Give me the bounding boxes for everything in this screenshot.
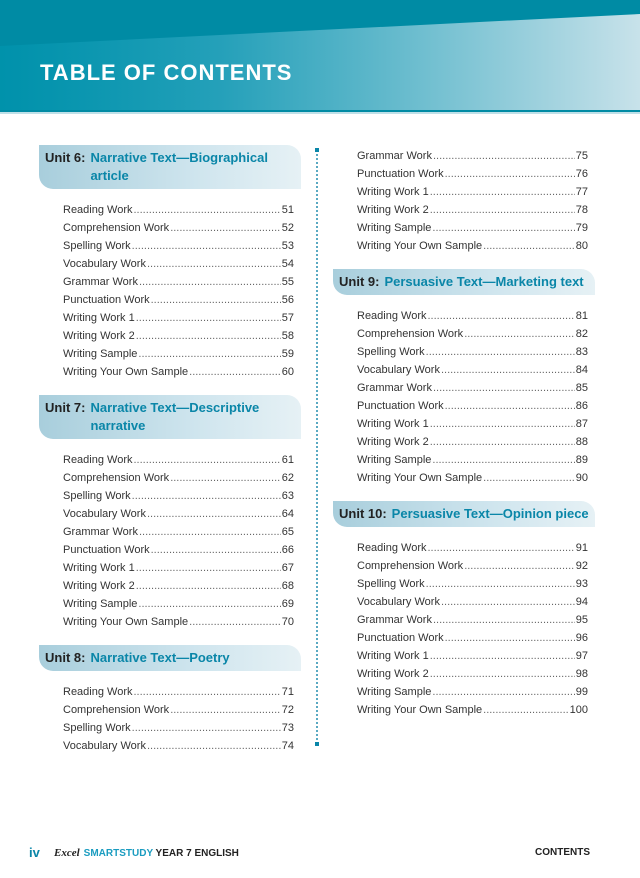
unit-heading <box>333 501 595 527</box>
leader-dots <box>433 611 575 629</box>
toc-entry-title: Writing Work 2 <box>63 580 135 592</box>
toc-entry[interactable] <box>63 451 294 469</box>
unit-heading-row <box>45 149 295 185</box>
toc-entry-page: 54 <box>281 258 294 270</box>
toc-entry[interactable] <box>63 613 294 631</box>
toc-entry[interactable] <box>357 575 588 593</box>
toc-entry-page: 53 <box>281 240 294 252</box>
toc-entry-title: Grammar Work <box>357 150 432 162</box>
toc-entry-page: 83 <box>575 346 588 358</box>
toc-entry-page: 55 <box>281 276 294 288</box>
leader-dots <box>464 557 575 575</box>
leader-dots <box>430 647 575 665</box>
leader-dots <box>428 307 575 325</box>
leader-dots <box>483 469 575 487</box>
leader-dots <box>132 487 281 505</box>
unit-number: Unit 7: <box>45 400 86 415</box>
leader-dots <box>464 325 575 343</box>
toc-entry[interactable] <box>357 343 588 361</box>
brand-smartstudy: SMARTSTUDY <box>83 848 153 859</box>
toc-entry-page: 87 <box>575 418 588 430</box>
leader-dots <box>428 539 575 557</box>
toc-entry-page: 92 <box>575 560 588 572</box>
toc-entry[interactable] <box>63 719 294 737</box>
toc-entry-title: Vocabulary Work <box>63 508 146 520</box>
leader-dots <box>136 559 281 577</box>
toc-entry[interactable] <box>357 165 588 183</box>
toc-entry[interactable] <box>357 665 588 683</box>
toc-entry[interactable] <box>63 255 294 273</box>
toc-entry[interactable] <box>357 183 588 201</box>
toc-entry-title: Writing Work 1 <box>357 650 429 662</box>
toc-entry-page: 76 <box>575 168 588 180</box>
toc-entry[interactable] <box>357 433 588 451</box>
unit-heading-row <box>339 505 589 523</box>
banner-sweep <box>0 0 640 114</box>
leader-dots <box>432 451 574 469</box>
book-brand <box>54 847 239 859</box>
leader-dots <box>430 183 575 201</box>
toc-entry-title: Writing Sample <box>357 222 432 234</box>
toc-entry-title: Writing Work 1 <box>357 418 429 430</box>
toc-entry-title: Writing Your Own Sample <box>357 472 483 484</box>
leader-dots <box>445 629 575 647</box>
toc-entry[interactable] <box>357 469 588 487</box>
divider-cap-top <box>315 148 319 152</box>
unit-number: Unit 6: <box>45 150 86 165</box>
toc-entry-title: Writing Work 1 <box>63 562 135 574</box>
toc-entry[interactable] <box>63 327 294 345</box>
leader-dots <box>483 701 569 719</box>
toc-entry[interactable] <box>63 291 294 309</box>
right-column <box>333 147 595 733</box>
leader-dots <box>430 415 575 433</box>
toc-entry-title: Writing Work 2 <box>63 330 135 342</box>
toc-entry[interactable] <box>357 611 588 629</box>
toc-list <box>63 201 294 381</box>
column-divider <box>316 150 318 744</box>
leader-dots <box>170 469 281 487</box>
toc-entry-page: 57 <box>281 312 294 324</box>
toc-entry-page: 61 <box>281 454 294 466</box>
toc-entry-page: 66 <box>281 544 294 556</box>
toc-entry-page: 56 <box>281 294 294 306</box>
toc-entry-page: 78 <box>575 204 588 216</box>
toc-list <box>357 539 588 719</box>
leader-dots <box>426 343 575 361</box>
toc-entry-page: 68 <box>281 580 294 592</box>
header-banner <box>0 0 640 114</box>
toc-entry[interactable] <box>63 701 294 719</box>
toc-entry-page: 71 <box>281 686 294 698</box>
toc-entry-title: Spelling Work <box>357 346 425 358</box>
toc-entry-page: 96 <box>575 632 588 644</box>
toc-entry[interactable] <box>357 539 588 557</box>
toc-entry-title: Punctuation Work <box>357 632 444 644</box>
toc-entry[interactable] <box>63 219 294 237</box>
leader-dots <box>441 361 575 379</box>
toc-entry-title: Writing Sample <box>63 598 138 610</box>
toc-entry[interactable] <box>357 201 588 219</box>
toc-entry-title: Spelling Work <box>63 490 131 502</box>
toc-entry[interactable] <box>63 273 294 291</box>
toc-entry-page: 94 <box>575 596 588 608</box>
toc-entry-title: Writing Sample <box>63 348 138 360</box>
toc-entry-title: Writing Work 1 <box>63 312 135 324</box>
leader-dots <box>147 737 281 755</box>
toc-entry-page: 89 <box>575 454 588 466</box>
toc-entry-title: Vocabulary Work <box>357 596 440 608</box>
toc-entry[interactable] <box>357 397 588 415</box>
unit-heading-row <box>45 399 295 435</box>
unit-heading <box>39 645 301 671</box>
footer-section: CONTENTS <box>535 847 590 858</box>
toc-entry-page: 70 <box>281 616 294 628</box>
toc-entry-page: 72 <box>281 704 294 716</box>
toc-entry-page: 85 <box>575 382 588 394</box>
leader-dots <box>138 345 280 363</box>
leader-dots <box>189 363 281 381</box>
toc-entry-page: 64 <box>281 508 294 520</box>
toc-entry-title: Comprehension Work <box>63 704 170 716</box>
toc-entry-title: Punctuation Work <box>357 400 444 412</box>
toc-entry-title: Writing Sample <box>357 686 432 698</box>
toc-entry[interactable] <box>357 593 588 611</box>
leader-dots <box>433 147 575 165</box>
divider-cap-bottom <box>315 742 319 746</box>
toc-entry-page: 62 <box>281 472 294 484</box>
toc-entry-page: 74 <box>281 740 294 752</box>
toc-entry-page: 51 <box>281 204 294 216</box>
toc-entry-page: 59 <box>281 348 294 360</box>
toc-entry[interactable] <box>63 505 294 523</box>
toc-entry-page: 75 <box>575 150 588 162</box>
toc-entry-title: Comprehension Work <box>357 560 464 572</box>
toc-entry-page: 95 <box>575 614 588 626</box>
toc-entry[interactable] <box>63 559 294 577</box>
unit-heading-row <box>45 649 295 667</box>
toc-entry-page: 97 <box>575 650 588 662</box>
toc-entry-title: Grammar Work <box>63 526 138 538</box>
leader-dots <box>132 237 281 255</box>
toc-list <box>357 307 588 487</box>
toc-entry[interactable] <box>63 541 294 559</box>
leader-dots <box>132 719 281 737</box>
toc-entry-page: 73 <box>281 722 294 734</box>
unit-title: Persuasive Text—Opinion piece <box>391 506 589 521</box>
toc-entry-title: Writing Your Own Sample <box>63 366 189 378</box>
toc-entry[interactable] <box>357 683 588 701</box>
leader-dots <box>483 237 575 255</box>
leader-dots <box>139 523 281 541</box>
toc-entry-title: Writing Work 1 <box>357 186 429 198</box>
toc-entry-page: 81 <box>575 310 588 322</box>
page-title: TABLE OF CONTENTS <box>40 60 293 85</box>
toc-entry-page: 82 <box>575 328 588 340</box>
toc-entry-title: Writing Your Own Sample <box>357 704 483 716</box>
toc-entry-page: 52 <box>281 222 294 234</box>
unit-title: Narrative Text—Descriptive narrative <box>90 400 260 433</box>
toc-entry-title: Writing Work 2 <box>357 436 429 448</box>
toc-entry-title: Punctuation Work <box>357 168 444 180</box>
toc-entry[interactable] <box>63 237 294 255</box>
leader-dots <box>151 291 281 309</box>
toc-entry-title: Vocabulary Work <box>357 364 440 376</box>
brand-excel: Excel <box>54 847 80 859</box>
leader-dots <box>432 683 574 701</box>
toc-entry-title: Writing Work 2 <box>357 668 429 680</box>
toc-entry-page: 100 <box>569 704 588 716</box>
leader-dots <box>134 451 281 469</box>
toc-entry-page: 99 <box>575 686 588 698</box>
toc-entry[interactable] <box>357 451 588 469</box>
toc-entry-title: Reading Work <box>63 454 133 466</box>
left-column <box>39 145 301 769</box>
toc-entry-page: 88 <box>575 436 588 448</box>
toc-entry[interactable] <box>357 237 588 255</box>
toc-list <box>63 451 294 631</box>
unit-section <box>333 501 595 719</box>
unit-heading <box>39 395 301 439</box>
toc-entry[interactable] <box>357 647 588 665</box>
toc-entry-page: 84 <box>575 364 588 376</box>
unit-number: Unit 10: <box>339 506 387 521</box>
toc-entry-page: 77 <box>575 186 588 198</box>
toc-entry[interactable] <box>63 683 294 701</box>
toc-entry[interactable] <box>63 577 294 595</box>
toc-entry-title: Punctuation Work <box>63 544 150 556</box>
leader-dots <box>147 255 281 273</box>
unit-title: Persuasive Text—Marketing text <box>384 274 584 289</box>
toc-entry-title: Reading Work <box>357 542 427 554</box>
toc-entry-page: 63 <box>281 490 294 502</box>
toc-entry[interactable] <box>63 737 294 755</box>
leader-dots <box>147 505 281 523</box>
toc-entry-title: Reading Work <box>63 204 133 216</box>
toc-entry[interactable] <box>63 201 294 219</box>
leader-dots <box>134 683 281 701</box>
leader-dots <box>189 613 281 631</box>
toc-entry[interactable] <box>357 147 588 165</box>
leader-dots <box>151 541 281 559</box>
unit-title: Narrative Text—Biographical article <box>90 150 268 183</box>
brand-title: YEAR 7 ENGLISH <box>155 848 239 859</box>
toc-list <box>357 147 588 255</box>
toc-entry[interactable] <box>357 325 588 343</box>
toc-entry[interactable] <box>357 219 588 237</box>
leader-dots <box>170 219 281 237</box>
unit-title: Narrative Text—Poetry <box>90 650 230 665</box>
footer <box>0 846 640 862</box>
toc-entry[interactable] <box>357 557 588 575</box>
leader-dots <box>139 273 281 291</box>
unit-number: Unit 9: <box>339 274 380 289</box>
leader-dots <box>136 577 281 595</box>
toc-entry-page: 67 <box>281 562 294 574</box>
leader-dots <box>432 219 574 237</box>
leader-dots <box>136 309 281 327</box>
toc-entry-title: Vocabulary Work <box>63 258 146 270</box>
leader-dots <box>138 595 280 613</box>
leader-dots <box>170 701 281 719</box>
toc-entry[interactable] <box>63 309 294 327</box>
unit-heading-row <box>339 273 589 291</box>
toc-entry-title: Punctuation Work <box>63 294 150 306</box>
toc-entry[interactable] <box>357 701 588 719</box>
unit-heading <box>39 145 301 189</box>
toc-entry-page: 58 <box>281 330 294 342</box>
toc-entry[interactable] <box>357 415 588 433</box>
toc-entry-page: 79 <box>575 222 588 234</box>
toc-entry[interactable] <box>63 345 294 363</box>
unit-heading <box>333 269 595 295</box>
toc-entry[interactable] <box>63 469 294 487</box>
toc-entry-title: Spelling Work <box>63 240 131 252</box>
toc-entry-title: Comprehension Work <box>357 328 464 340</box>
toc-entry-title: Comprehension Work <box>63 472 170 484</box>
toc-entry[interactable] <box>63 487 294 505</box>
page-number: iv <box>29 845 40 860</box>
toc-entry-title: Spelling Work <box>63 722 131 734</box>
leader-dots <box>134 201 281 219</box>
toc-entry-title: Writing Your Own Sample <box>63 616 189 628</box>
toc-entry-title: Spelling Work <box>357 578 425 590</box>
toc-entry-title: Writing Your Own Sample <box>357 240 483 252</box>
toc-entry-page: 98 <box>575 668 588 680</box>
toc-entry[interactable] <box>63 595 294 613</box>
toc-entry-page: 80 <box>575 240 588 252</box>
toc-entry[interactable] <box>357 307 588 325</box>
toc-entry-page: 91 <box>575 542 588 554</box>
unit-section <box>333 269 595 487</box>
toc-entry-title: Reading Work <box>357 310 427 322</box>
leader-dots <box>426 575 575 593</box>
toc-entry-title: Writing Work 2 <box>357 204 429 216</box>
toc-entry-title: Writing Sample <box>357 454 432 466</box>
toc-entry-page: 86 <box>575 400 588 412</box>
unit-number: Unit 8: <box>45 650 86 665</box>
toc-list <box>63 683 294 755</box>
toc-entry[interactable] <box>357 629 588 647</box>
toc-entry-page: 65 <box>281 526 294 538</box>
unit-section <box>39 395 301 631</box>
leader-dots <box>430 433 575 451</box>
toc-entry[interactable] <box>357 379 588 397</box>
unit-section <box>39 645 301 755</box>
leader-dots <box>136 327 281 345</box>
leader-dots <box>445 397 575 415</box>
unit-section <box>39 145 301 381</box>
toc-entry-page: 90 <box>575 472 588 484</box>
leader-dots <box>445 165 575 183</box>
toc-entry-page: 93 <box>575 578 588 590</box>
leader-dots <box>430 665 575 683</box>
toc-entry-title: Grammar Work <box>63 276 138 288</box>
toc-entry-title: Grammar Work <box>357 614 432 626</box>
toc-entry[interactable] <box>63 363 294 381</box>
toc-entry-title: Reading Work <box>63 686 133 698</box>
toc-entry-title: Grammar Work <box>357 382 432 394</box>
toc-entry-title: Comprehension Work <box>63 222 170 234</box>
toc-entry[interactable] <box>63 523 294 541</box>
toc-entry[interactable] <box>357 361 588 379</box>
toc-entry-page: 60 <box>281 366 294 378</box>
leader-dots <box>430 201 575 219</box>
toc-entry-title: Vocabulary Work <box>63 740 146 752</box>
toc-entry-page: 69 <box>281 598 294 610</box>
leader-dots <box>441 593 575 611</box>
banner-rule <box>0 112 640 114</box>
leader-dots <box>433 379 575 397</box>
